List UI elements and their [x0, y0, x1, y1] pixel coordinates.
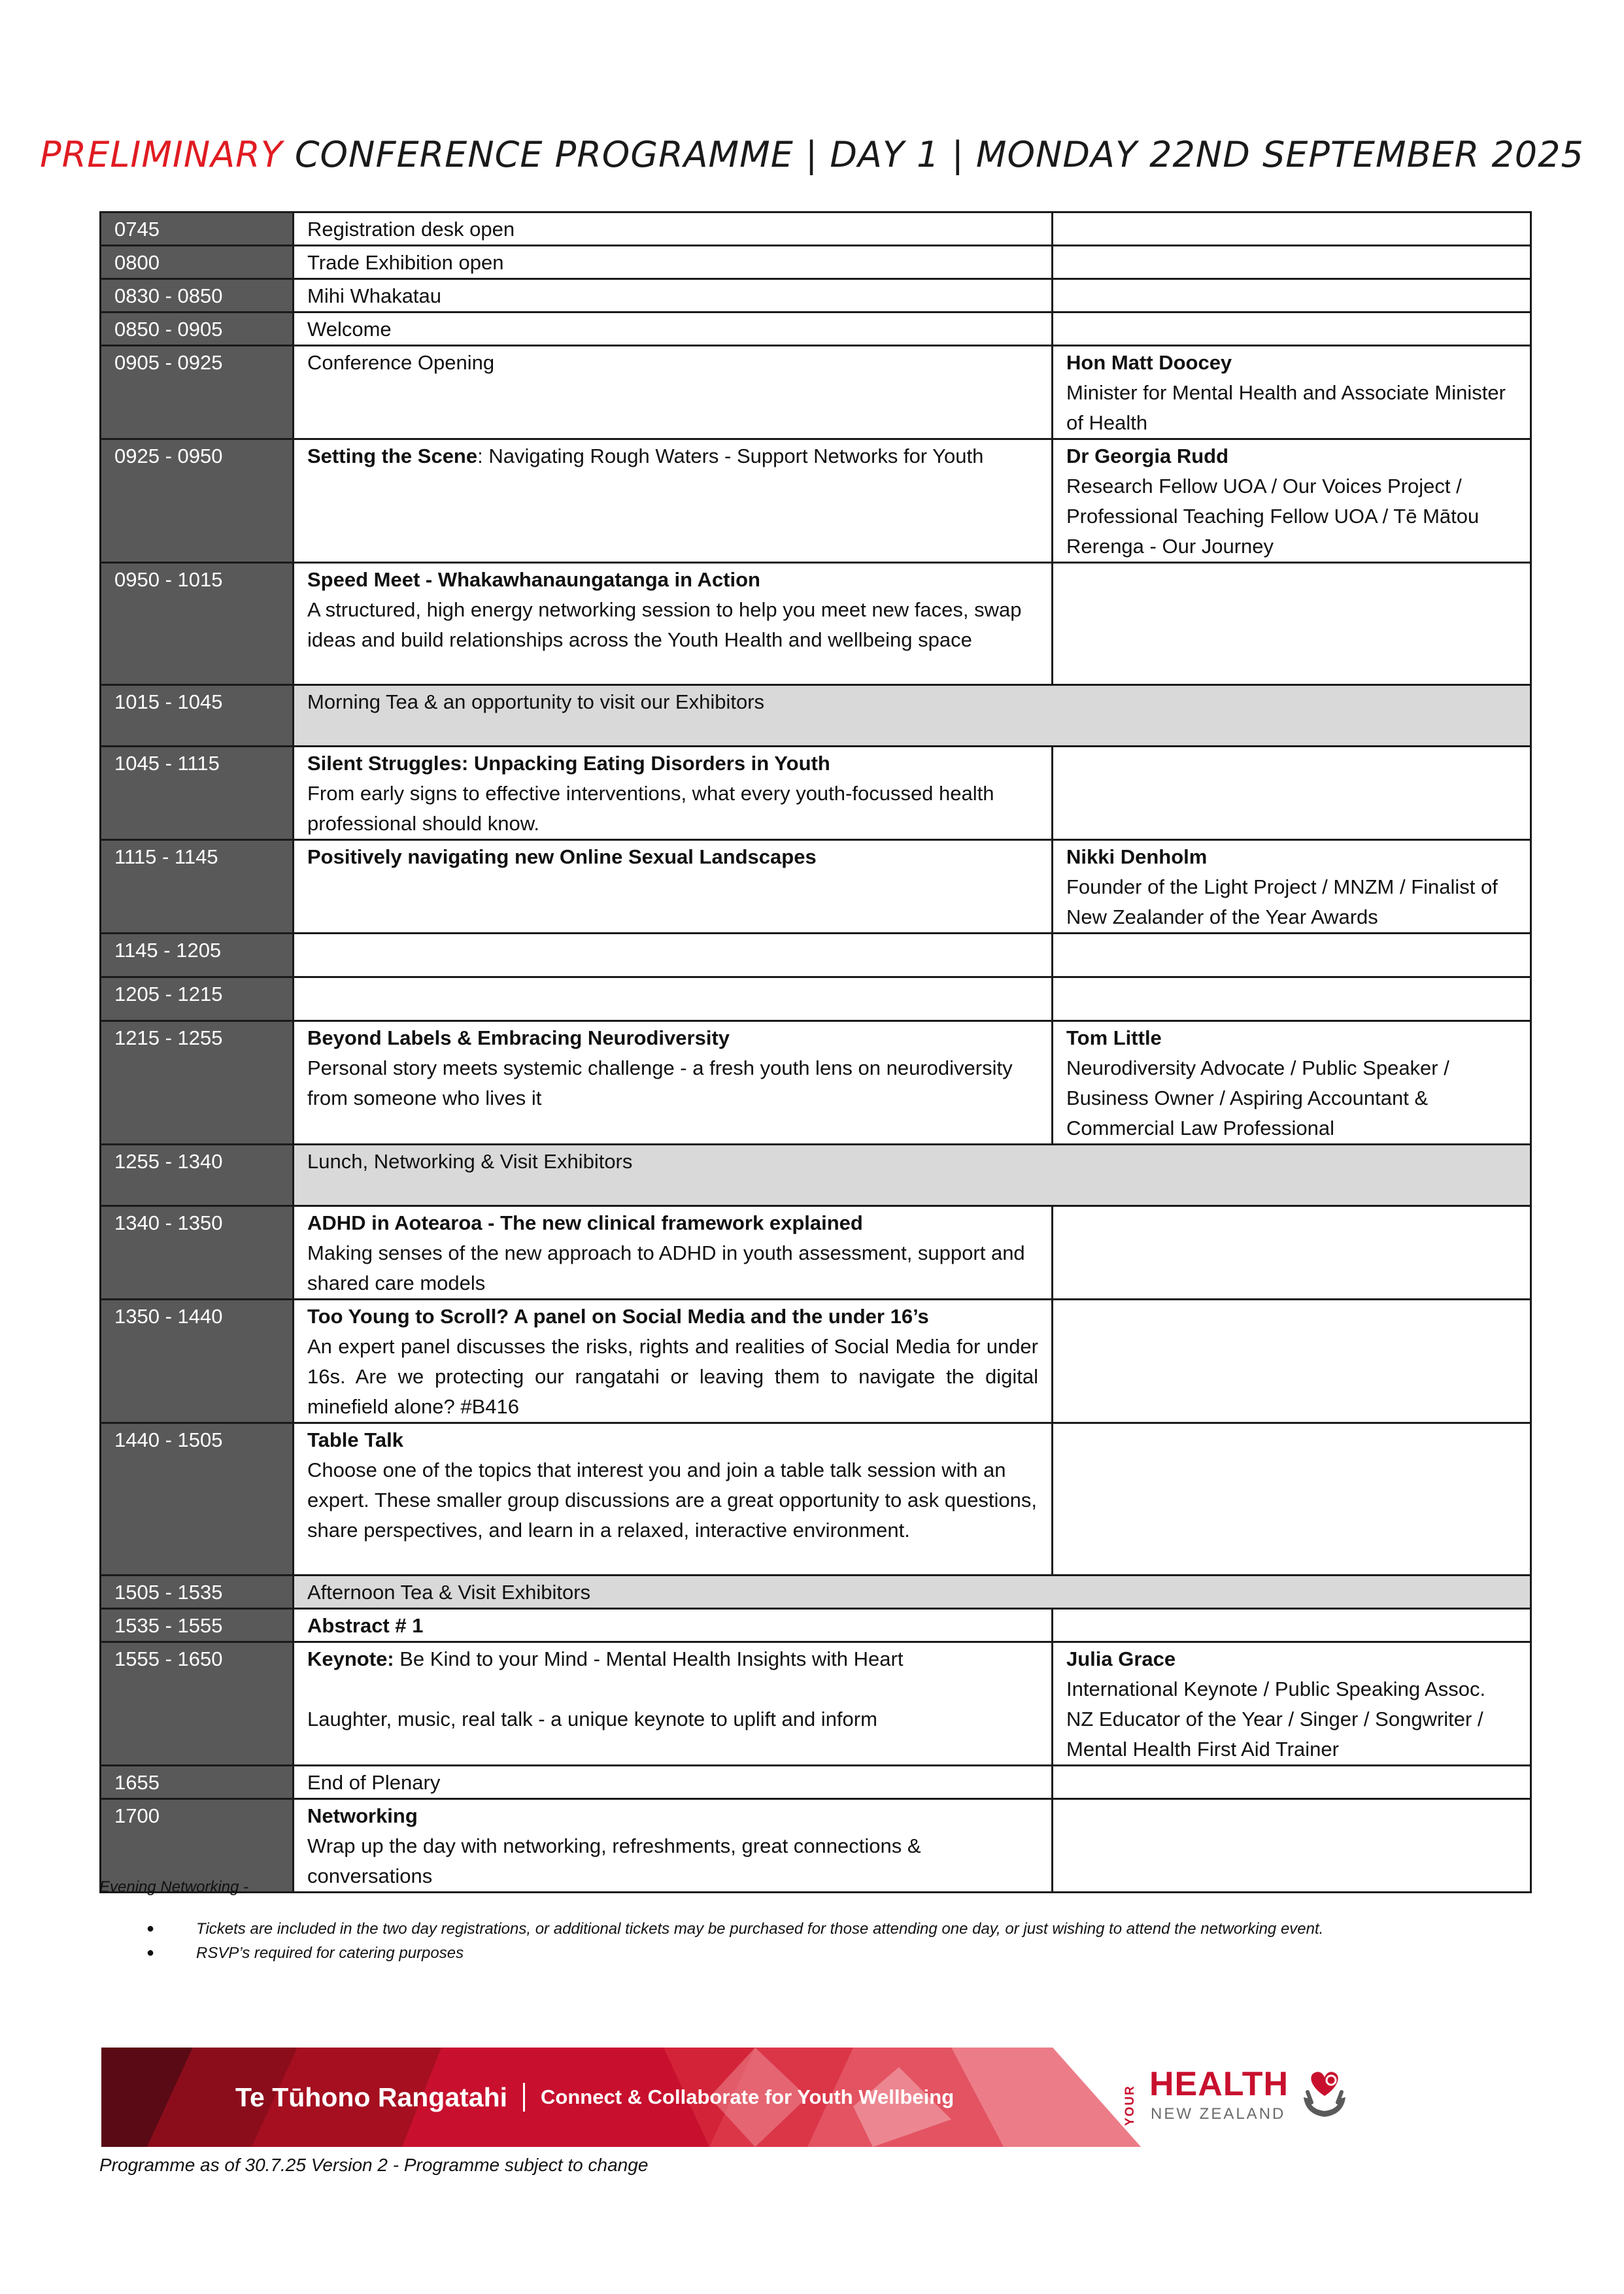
speaker-name: Tom Little	[1066, 1026, 1162, 1049]
session-cell	[294, 934, 1053, 977]
schedule-row	[101, 212, 1531, 246]
conference-banner	[101, 2048, 1141, 2147]
schedule-row	[101, 563, 1531, 685]
speaker-cell	[1053, 1642, 1531, 1766]
session-cell	[294, 1300, 1053, 1423]
speaker-cell	[1053, 279, 1531, 312]
session-title: Setting the Scene	[307, 445, 478, 467]
time-cell: 1015 - 1045	[101, 685, 294, 747]
schedule-row	[101, 934, 1531, 977]
time-cell: 1205 - 1215	[101, 977, 294, 1021]
session-description: Choose one of the topics that interest you and join a table talk session with an expert. These smaller group discussions are a great opportunity to ask questions, share perspectives, and learn in a relaxed, interactive environment.	[307, 1459, 1038, 1542]
session-description: Making senses of the new approach to ADHD in youth assessment, support and shared care models	[307, 1241, 1025, 1294]
session-title: Beyond Labels & Embracing Neurodiversity	[307, 1026, 730, 1049]
session-cell	[294, 1423, 1053, 1576]
time-cell: 1045 - 1115	[101, 747, 294, 840]
session-description: Mihi Whakatau	[307, 284, 442, 307]
session-title: Silent Struggles: Unpacking Eating Disorders in Youth	[307, 752, 830, 775]
schedule-row	[101, 1145, 1531, 1206]
session-description: Conference Opening	[307, 351, 495, 374]
speaker-role: Neurodiversity Advocate / Public Speaker / Business Owner / Aspiring Accountant & Commercial Law Professional	[1066, 1056, 1449, 1139]
schedule-row	[101, 747, 1531, 840]
speaker-cell	[1053, 1021, 1531, 1145]
time-cell: 1350 - 1440	[101, 1300, 294, 1423]
time-cell: 0925 - 0950	[101, 439, 294, 563]
speaker-name: Dr Georgia Rudd	[1066, 445, 1229, 467]
speaker-cell	[1053, 747, 1531, 840]
session-cell	[294, 1642, 1053, 1766]
title-highlight: PRELIMINARY	[40, 134, 283, 175]
session-title: Networking	[307, 1804, 418, 1827]
speaker-cell	[1053, 1423, 1531, 1576]
speaker-cell	[1053, 246, 1531, 279]
time-cell: 0950 - 1015	[101, 563, 294, 685]
break-cell: Afternoon Tea & Visit Exhibitors	[294, 1576, 1531, 1609]
time-cell: 0905 - 0925	[101, 346, 294, 439]
speaker-cell	[1053, 1206, 1531, 1300]
footer-version-note: Programme as of 30.7.25 Version 2 - Programme subject to change	[99, 2155, 649, 2175]
speaker-cell	[1053, 1766, 1531, 1799]
session-cell	[294, 312, 1053, 346]
banner-subtitle: Connect & Collaborate for Youth Wellbeing	[541, 2085, 955, 2108]
session-description: : Navigating Rough Waters - Support Networks for Youth	[477, 445, 984, 467]
time-cell: 1440 - 1505	[101, 1423, 294, 1576]
session-description: Personal story meets systemic challenge - a fresh youth lens on neurodiversity from someone who lives it	[307, 1056, 1013, 1109]
schedule-row	[101, 246, 1531, 279]
speaker-name: Nikki Denholm	[1066, 845, 1208, 868]
session-title: Table Talk	[307, 1428, 404, 1451]
page-title	[0, 134, 1624, 175]
time-cell: 1655	[101, 1766, 294, 1799]
session-description: Trade Exhibition open	[307, 251, 504, 274]
session-cell	[294, 212, 1053, 246]
session-description: Welcome	[307, 318, 392, 341]
session-cell	[294, 563, 1053, 685]
speaker-name: Julia Grace	[1066, 1647, 1176, 1670]
session-cell	[294, 279, 1053, 312]
note-item: ● Tickets are included in the two day registrations, or additional tickets may be purchased for those attending one day, or just wishing to attend the networking event.	[131, 1917, 1323, 1941]
schedule-row	[101, 346, 1531, 439]
speaker-name: Hon Matt Doocey	[1066, 351, 1232, 374]
session-cell	[294, 439, 1053, 563]
session-cell	[294, 346, 1053, 439]
note-item: ● RSVP’s required for catering purposes	[131, 1941, 1323, 1965]
time-cell: 1215 - 1255	[101, 1021, 294, 1145]
logo-your-text: YOUR	[1123, 2085, 1137, 2126]
schedule-row	[101, 1206, 1531, 1300]
speaker-cell	[1053, 439, 1531, 563]
session-title: ADHD in Aotearoa - The new clinical framework explained	[307, 1211, 863, 1234]
session-cell	[294, 246, 1053, 279]
programme-body	[101, 212, 1531, 1893]
time-cell: 0830 - 0850	[101, 279, 294, 312]
session-cell	[294, 1609, 1053, 1642]
time-cell: 0850 - 0905	[101, 312, 294, 346]
schedule-row	[101, 1799, 1531, 1893]
evening-networking-label: Evening Networking -	[99, 1878, 249, 1896]
break-cell: Lunch, Networking & Visit Exhibitors	[294, 1145, 1531, 1206]
schedule-row	[101, 1021, 1531, 1145]
session-description: Registration desk open	[307, 218, 515, 241]
speaker-cell	[1053, 563, 1531, 685]
speaker-cell	[1053, 346, 1531, 439]
session-title-rest: Be Kind to your Mind - Mental Health Insights with Heart	[394, 1647, 904, 1670]
schedule-row	[101, 1766, 1531, 1799]
logo-nz-text: NEW ZEALAND	[1151, 2105, 1286, 2123]
time-cell: 1255 - 1340	[101, 1145, 294, 1206]
speaker-cell	[1053, 934, 1531, 977]
session-title: Keynote:	[307, 1647, 394, 1670]
time-cell: 1555 - 1650	[101, 1642, 294, 1766]
schedule-row	[101, 1300, 1531, 1423]
time-cell: 0745	[101, 212, 294, 246]
session-title: Positively navigating new Online Sexual Landscapes	[307, 845, 817, 868]
session-cell	[294, 977, 1053, 1021]
notes-list	[131, 1917, 1323, 1965]
speaker-cell	[1053, 1799, 1531, 1893]
time-cell: 1535 - 1555	[101, 1609, 294, 1642]
session-cell	[294, 1206, 1053, 1300]
speaker-cell	[1053, 977, 1531, 1021]
session-cell	[294, 1799, 1053, 1893]
schedule-row	[101, 977, 1531, 1021]
speaker-role: International Keynote / Public Speaking Assoc. NZ Educator of the Year / Singer / Songwriter / Mental Health First Aid Trainer	[1066, 1678, 1486, 1761]
speaker-role: Research Fellow UOA / Our Voices Project / Professional Teaching Fellow UOA / Tē Mātou Rerenga - Our Journey	[1066, 475, 1480, 558]
time-cell: 1145 - 1205	[101, 934, 294, 977]
logo-health-text: HEALTH	[1149, 2065, 1289, 2103]
schedule-row	[101, 1423, 1531, 1576]
schedule-row	[101, 312, 1531, 346]
session-title: Speed Meet - Whakawhanaungatanga in Action	[307, 568, 760, 591]
speaker-cell	[1053, 840, 1531, 934]
schedule-row	[101, 685, 1531, 747]
banner-divider	[523, 2083, 525, 2112]
speaker-cell	[1053, 1300, 1531, 1423]
schedule-row	[101, 1642, 1531, 1766]
schedule-row	[101, 439, 1531, 563]
session-title: Too Young to Scroll? A panel on Social Media and the under 16’s	[307, 1305, 929, 1328]
break-cell: Morning Tea & an opportunity to visit our Exhibitors	[294, 685, 1531, 747]
banner-title: Te Tūhono Rangatahi	[235, 2082, 508, 2112]
session-cell	[294, 840, 1053, 934]
schedule-row	[101, 840, 1531, 934]
schedule-row	[101, 1609, 1531, 1642]
session-title: Abstract # 1	[307, 1614, 424, 1637]
time-cell: 1115 - 1145	[101, 840, 294, 934]
your-health-nz-logo	[1123, 2059, 1345, 2133]
schedule-row	[101, 1576, 1531, 1609]
session-description: Wrap up the day with networking, refreshments, great connections & conversations	[307, 1834, 921, 1887]
time-cell: 1700	[101, 1799, 294, 1893]
speaker-cell	[1053, 312, 1531, 346]
session-cell	[294, 1021, 1053, 1145]
time-cell: 1340 - 1350	[101, 1206, 294, 1300]
session-description: A structured, high energy networking session to help you meet new faces, swap ideas and build relationships across the Youth Health and wellbeing space	[307, 598, 1022, 651]
session-description: From early signs to effective interventions, what every youth-focussed health professional should know.	[307, 782, 994, 835]
session-description: Laughter, music, real talk - a unique keynote to uplift and inform	[307, 1708, 877, 1730]
time-cell: 1505 - 1535	[101, 1576, 294, 1609]
banner-text	[235, 2048, 954, 2147]
session-description: An expert panel discusses the risks, rights and realities of Social Media for under 16s. Are we protecting our rangatahi or leaving them to navigate the digital minefield alone? #B416	[307, 1335, 1038, 1418]
schedule-row	[101, 279, 1531, 312]
speaker-cell	[1053, 1609, 1531, 1642]
speaker-cell	[1053, 212, 1531, 246]
time-cell: 0800	[101, 246, 294, 279]
speaker-role: Minister for Mental Health and Associate Minister of Health	[1066, 381, 1506, 434]
title-rest: CONFERENCE PROGRAMME | DAY 1 | MONDAY 22ND SEPTEMBER 2025	[282, 134, 1584, 175]
session-cell	[294, 1766, 1053, 1799]
session-description: End of Plenary	[307, 1771, 441, 1794]
session-cell	[294, 747, 1053, 840]
speaker-role: Founder of the Light Project / MNZM / Finalist of New Zealander of the Year Awards	[1066, 875, 1498, 928]
programme-table	[99, 211, 1532, 1893]
heart-hands-icon	[1298, 2067, 1351, 2122]
